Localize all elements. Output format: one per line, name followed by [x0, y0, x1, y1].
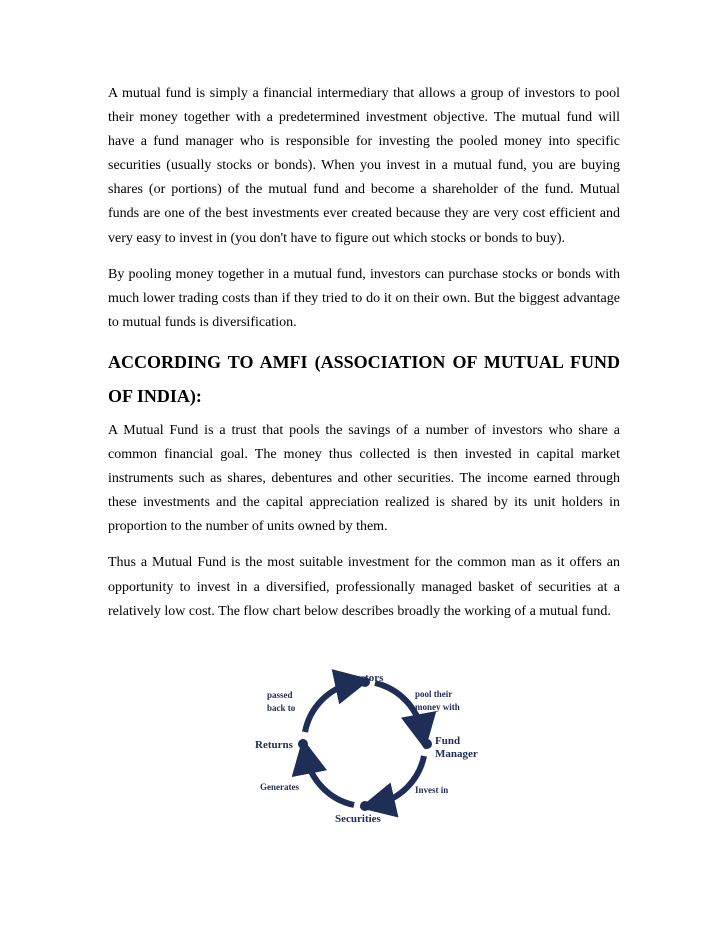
node-fund-manager-label-2: Manager: [435, 748, 478, 760]
arrow-securities-to-returns: [306, 756, 354, 805]
paragraph-common-man: Thus a Mutual Fund is the most suitable investment for the common man as it offers an opportunity to invest in a diversified, professionally managed basket of securities at a relatively low cost. The flow chart below describes broadly the working of a mutual fund.: [108, 555, 620, 619]
paragraph-amfi-definition: A Mutual Fund is a trust that pools the savings of a number of investors who share a common financial goal. The money thus collected is then invested in capital market instruments such as shares, debentures and other securities. The income earned through these investments and the capital appreciation realized is shared by its unit holders in proportion to the number of units owned by them.: [108, 422, 620, 535]
arrow-returns-to-investors: [305, 683, 353, 732]
edge-generates-label: Generates: [260, 782, 299, 792]
node-returns-label: Returns: [255, 739, 293, 751]
document-page: [108, 82, 620, 624]
edge-pool-label-2: money with: [415, 702, 460, 712]
section-heading: ACCORDING TO AMFI (ASSOCIATION OF MUTUAL FUND OF INDIA):: [108, 351, 620, 406]
paragraph-intro: A mutual fund is simply a financial intermediary that allows a group of investors to pool their money together with a predetermined investment objective. The mutual fund will have a fund manager who is responsible for investing the pooled money into specific securities (usually stocks or bonds). When you invest in a mutual fund, you are buying shares (or portions) of the mutual fund and become a shareholder of the fund. Mutual funds are one of the best investments ever created because they are very cost efficient and very easy to invest in (you don't have to figure out which stocks or bonds to buy).: [108, 86, 620, 246]
node-fund-manager-label-1: Fund: [435, 735, 461, 747]
node-securities-dot: [360, 801, 370, 811]
node-returns-dot: [298, 739, 308, 749]
edge-passed-label-2: back to: [267, 703, 296, 713]
paragraph-pooling: By pooling money together in a mutual fund, investors can purchase stocks or bonds with much lower trading costs than if they tried to do it on their own. But the biggest advantage to mutual funds is diversification.: [108, 266, 620, 330]
node-fund-manager-dot: [422, 739, 432, 749]
node-securities-label: Securities: [335, 813, 381, 825]
edge-invest-in-label: Invest in: [415, 785, 449, 795]
arrow-fund-manager-to-securities: [377, 756, 424, 804]
edge-passed-label-1: passed: [267, 690, 293, 700]
node-investors-label: Investors: [340, 672, 384, 684]
edge-pool-label-1: pool their: [415, 689, 453, 699]
mutual-fund-flow-diagram: [250, 664, 480, 826]
